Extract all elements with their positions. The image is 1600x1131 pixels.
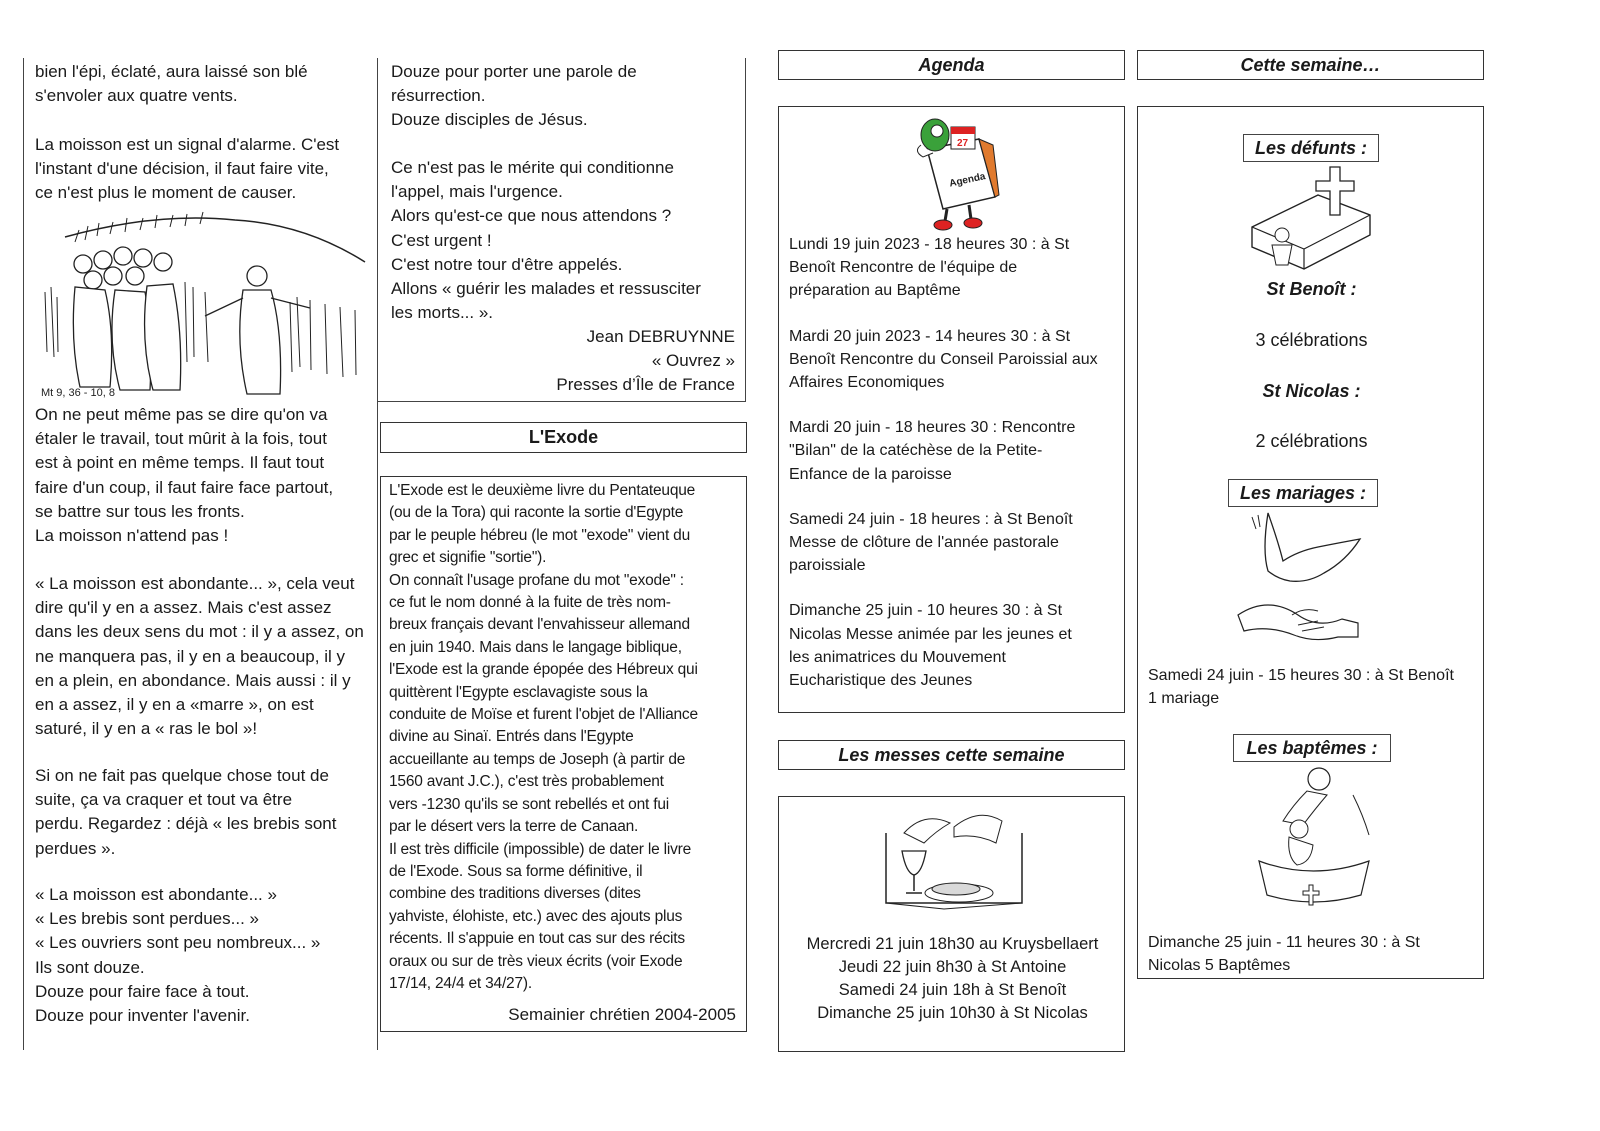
agenda-icon xyxy=(907,109,1002,231)
agenda-item: Mardi 20 juin - 18 heures 30 : Rencontre "Bilan" de la catéchèse de la Petite- Enfance de la paroisse xyxy=(789,419,1076,483)
agenda-icon-day: 27 xyxy=(957,138,969,149)
agenda-icon-label: Agenda xyxy=(948,171,987,190)
baptism-icon xyxy=(1253,765,1371,911)
col1-paragraph-6: « La moisson est abondante... » « Les brebis sont perdues... » « Les ouvriers sont peu nombreux... » Ils sont douze. Douze pour faire face à tout. Douze pour inventer l'avenir. xyxy=(35,885,321,1026)
messe-item: Jeudi 22 juin 8h30 à St Antoine xyxy=(838,958,1067,976)
agenda-item: Mardi 20 juin 2023 - 14 heures 30 : à St Benoît Rencontre du Conseil Paroissial aux Affaires Economiques xyxy=(789,327,1098,392)
publisher: Presses d’Île de France xyxy=(556,375,735,394)
messe-item: Samedi 24 juin 18h à St Benoît xyxy=(838,981,1067,999)
cette-semaine-box xyxy=(1137,106,1484,979)
agenda-list xyxy=(789,233,1121,714)
col1-paragraph-1: bien l'épi, éclaté, aura laissé son blé s'envoler aux quatre vents. xyxy=(35,62,308,106)
baptemes-text: Dimanche 25 juin - 11 heures 30 : à St Nicolas 5 Baptêmes xyxy=(1148,934,1420,974)
messe-item: Dimanche 25 juin 10h30 à St Nicolas xyxy=(817,1004,1088,1022)
st-nicolas-count: 2 célébrations xyxy=(1255,431,1368,451)
exode-box xyxy=(380,476,747,1032)
messes-box xyxy=(778,796,1125,1052)
col2-paragraph-1: Douze pour porter une parole de résurrection. Douze disciples de Jésus. xyxy=(391,62,637,130)
agenda-box xyxy=(778,106,1125,713)
mariages-label: Les mariages : xyxy=(1228,479,1378,507)
agenda-item: Dimanche 25 juin - 10 heures 30 : à St Nicolas Messe animée par les jeunes et les animatrices du Mouvement Eucharistique des Jeunes xyxy=(789,602,1072,690)
author-name: Jean DEBRUYNNE xyxy=(586,327,735,346)
col1-paragraph-2: La moisson est un signal d'alarme. C'est l'instant d'une décision, il faut faire vite, ce n'est plus le moment de causer. xyxy=(35,135,340,203)
exode-title: L'Exode xyxy=(380,422,747,453)
st-benoit-count: 3 célébrations xyxy=(1255,330,1368,350)
col2-paragraph-2: Ce n'est pas le mérite qui conditionne l'appel, mais l'urgence. Alors qu'est-ce que nous attendons ? C'est urgent ! C'est notre tour d'être appelés. Allons « guérir les malades et ressusciter les morts... ». xyxy=(391,158,701,323)
col1-paragraph-5: Si on ne fait pas quelque chose tout de suite, ça va craquer et tout va être perdu. Regardez : déjà « les brebis sont perdues ». xyxy=(35,766,337,858)
col2-bottom-rule xyxy=(378,401,746,402)
exode-source: Semainier chrétien 2004-2005 xyxy=(508,1005,736,1024)
messes-list xyxy=(779,933,1126,1025)
baptemes-label: Les baptêmes : xyxy=(1233,734,1391,762)
column-rule-right xyxy=(745,58,746,402)
st-nicolas-label: St Nicolas : xyxy=(1262,381,1361,401)
eucharist-illustration xyxy=(884,803,1024,911)
messe-item: Mercredi 21 juin 18h30 au Kruysbellaert xyxy=(806,935,1099,953)
harvest-illustration xyxy=(35,212,370,404)
agenda-title: Agenda xyxy=(778,50,1125,80)
col1-paragraph-4: « La moisson est abondante... », cela veut dire qu'il y en a assez. Mais c'est assez dans les deux sens du mot : il y a assez, on ne manquera pas, il y en a beaucoup, il y en a plein, en abondance. Mais aussi : il y en a assez, il y en a «marre », on est saturé, il y en a « ras le bol »! xyxy=(35,574,364,739)
cette-semaine-title: Cette semaine… xyxy=(1137,50,1484,80)
dove-hands-icon xyxy=(1238,511,1368,661)
tomb-icon xyxy=(1248,165,1373,277)
agenda-item: Samedi 24 juin - 18 heures : à St Benoît Messe de clôture de l'année pastorale paroissiale xyxy=(789,510,1073,575)
agenda-item: Lundi 19 juin 2023 - 18 heures 30 : à St Benoît Rencontre de l'équipe de préparation au Baptême xyxy=(789,236,1070,300)
mariages-text: Samedi 24 juin - 15 heures 30 : à St Benoît 1 mariage xyxy=(1148,667,1454,707)
book-title: « Ouvrez » xyxy=(651,351,735,370)
col1-paragraph-3: On ne peut même pas se dire qu'on va étaler le travail, tout mûrit à la fois, tout est à point en même temps. Il faut tout faire d'un coup, il faut faire face partout, se battre sur tous les fronts. La moisson n'attend pas ! xyxy=(35,405,334,546)
messes-title: Les messes cette semaine xyxy=(778,740,1125,770)
column-rule-middle xyxy=(377,58,378,1050)
st-benoit-label: St Benoît : xyxy=(1266,279,1357,299)
column-rule-left xyxy=(23,58,24,1050)
exode-text: L'Exode est le deuxième livre du Pentateuque (ou de la Tora) qui raconte la sortie d'Egypte par le peuple hébreu (le mot "exode" vient du grec et signifie "sortie"). On connaît l'usage profane du mot "exode" : ce fut le nom donné à la fuite de très nom- breux français devant l'envahisseur allemand en juin 1940. Mais dans le langage biblique, l'Exode est la grande épopée des Hébreux qui quittèrent l'Egypte esclavagiste sous la conduite de Moïse et furent l'objet de l'Alliance divine au Sinaï. Entrés dans l'Egypte accueillante au temps de Joseph (à partir de 1560 avant J.C.), c'est très probablement vers -1230 qu'ils se sont rebellés et ont fui par le désert vers la terre de Canaan. Il est très difficile (impossible) de dater le livre de l'Exode. Sous sa forme définitive, il combine des traditions diverses (dites yahviste, élohiste, etc.) avec des ajouts plus récents. Il s'appuie en tout cas sur des récits oraux ou sur de très vieux écrits (voir Exode 17/14, 24/4 et 34/27). xyxy=(389,482,698,992)
defunts-label: Les défunts : xyxy=(1243,134,1379,162)
illustration-caption: Mt 9, 36 - 10, 8 xyxy=(41,387,115,399)
